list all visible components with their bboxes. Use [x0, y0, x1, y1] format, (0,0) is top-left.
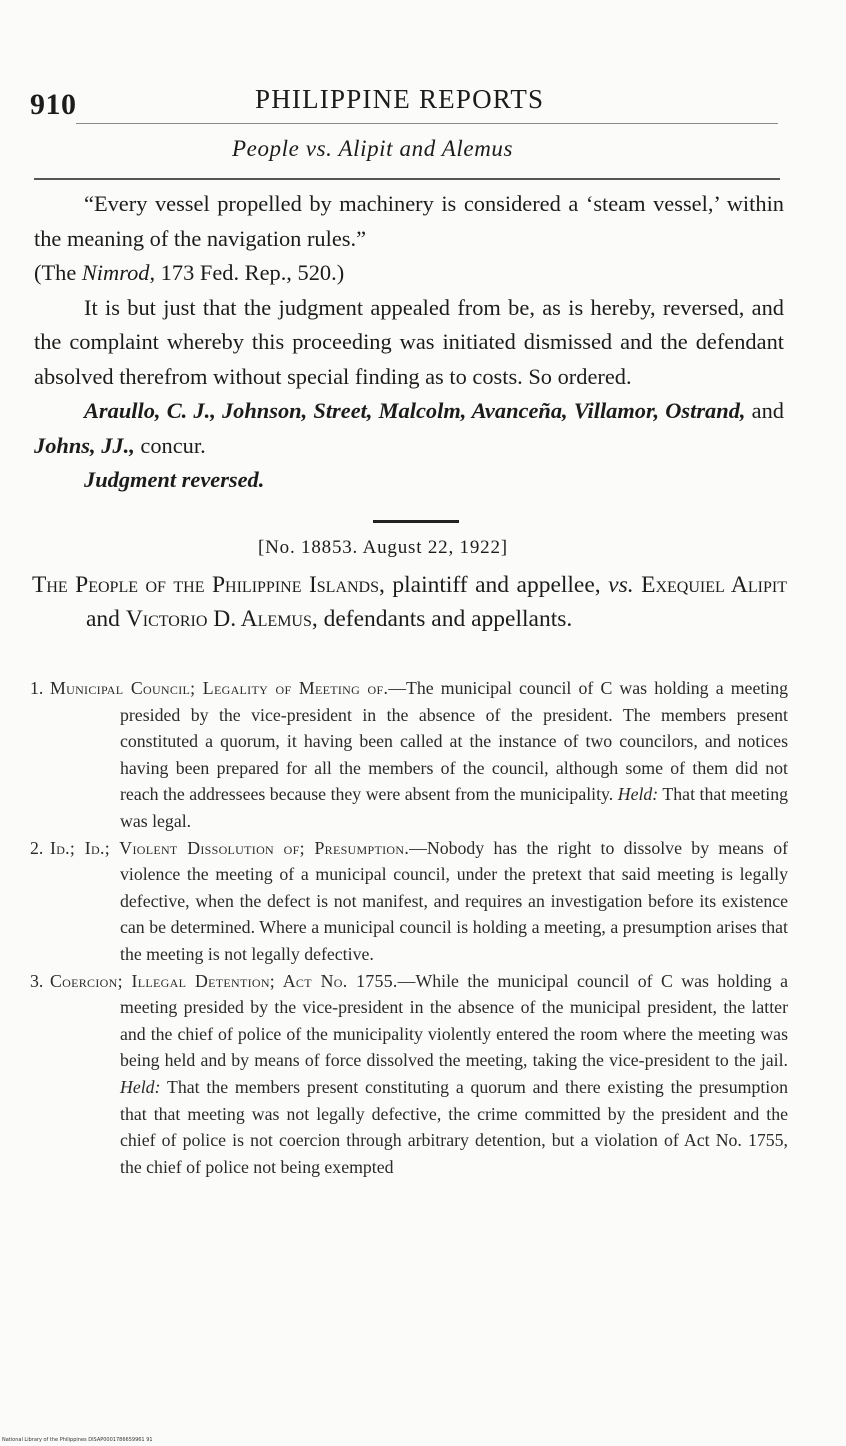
syllabus-topic: Municipal Council; Legality of Meeting of.	[50, 678, 389, 698]
concurring-suffix: concur.	[134, 432, 206, 458]
held-text: That the members present constituting a quorum and there existing the presumption that that meeting was not legally defective, the crime committed by the president and the chief of police is not coercion through arbitrary detention, but a violation of Act No. 1755, the chief of police not being exempted	[120, 1076, 788, 1177]
citation-suffix: , 173 Fed. Rep., 520.)	[149, 260, 345, 285]
judgment-line: Judgment reversed.	[84, 467, 265, 492]
party1-article: The	[32, 572, 76, 598]
section-divider	[373, 520, 459, 523]
syllabus-topic: Id.; Id.; Violent Dissolution of; Presumption.	[50, 837, 410, 858]
defendants-role: , defendants and appellants.	[311, 606, 573, 632]
plaintiff-name: People of the Philippine Islands	[75, 572, 380, 598]
plaintiff-role: , plaintiff and appellee,	[379, 572, 609, 598]
syllabus-text: —Nobody has the right to dissolve by means of violence the meeting of a municipal council, under the pretext that said meeting is legally defective, when the defect is not manifest, and requires an investigation before its existence can be determined. Where a municipal council is holding a meeting, a presumption arises that the meeting is not legally defective.	[120, 837, 789, 964]
scan-footer: National Library of the Philippines DISAP0001786659961 91	[2, 1437, 153, 1443]
concurring-justices: Araullo, C. J., Johnson, Street, Malcolm, Avanceña, Villamor, Ostrand,	[84, 398, 746, 423]
page-number: 910	[30, 88, 77, 121]
defendants-and: and	[86, 606, 126, 632]
case-header: People vs. Alipit and Alemus	[232, 136, 514, 161]
held-label: Held:	[617, 784, 659, 805]
defendant-1-name: Exequiel Alipit	[641, 572, 788, 598]
case-parties	[32, 568, 787, 636]
held-label: Held:	[120, 1076, 161, 1097]
syllabus	[30, 675, 788, 1180]
ruling-paragraph: It is but just that the judgment appealed from be, as is hereby, reversed, and the complaint whereby this proceeding was initiated dismissed and the defendant absolved therefrom without special finding as to costs. So ordered.	[34, 294, 784, 389]
syllabus-text: —The municipal council of C was holding a meeting presided by the vice-president in the absence of the president. The members present constituted a quorum, it having been called at the instance of two councilors, and notices having been prepared for all the members of the council, although some of them did not reach the addressees because they were absent from the municipality.	[120, 678, 788, 805]
syllabus-topic: Coercion; Illegal Detention; Act No. 1755.	[50, 970, 398, 991]
concurrence	[34, 394, 784, 463]
citation	[34, 256, 784, 291]
quoted-rule: “Every vessel propelled by machinery is considered a ‘steam vessel,’ within the meaning of the navigation rules.”	[34, 191, 784, 251]
syllabus-number: 2.	[30, 837, 44, 858]
running-title: PHILIPPINE REPORTS	[255, 84, 545, 114]
docket-line: [No. 18853. August 22, 1922]	[258, 537, 508, 558]
concurring-justices-last: Johns, JJ.,	[34, 432, 135, 458]
citation-prefix: (The	[34, 260, 82, 285]
citation-case: Nimrod	[81, 260, 150, 285]
syllabus-number: 3.	[30, 970, 44, 991]
defendant-2-name: Victorio D. Alemus	[125, 606, 312, 632]
header-rule	[34, 178, 780, 180]
syllabus-text: —While the municipal council of C was holding a meeting presided by the vice-president in the absence of the municipal president, the latter and the chief of police of the municipality violently entered the room where the meeting was being held and by means of force dissolved the meeting, taking the vice-president to the jail.	[120, 970, 788, 1071]
versus: vs.	[608, 572, 634, 598]
opening-section	[34, 187, 784, 498]
syllabus-item	[30, 968, 788, 1181]
syllabus-item	[30, 675, 788, 835]
syllabus-number: 1.	[30, 678, 44, 698]
top-rule	[76, 123, 778, 124]
held-text: That that meeting was legal.	[120, 784, 788, 831]
syllabus-item	[30, 835, 788, 968]
concurring-and: and	[745, 398, 784, 423]
